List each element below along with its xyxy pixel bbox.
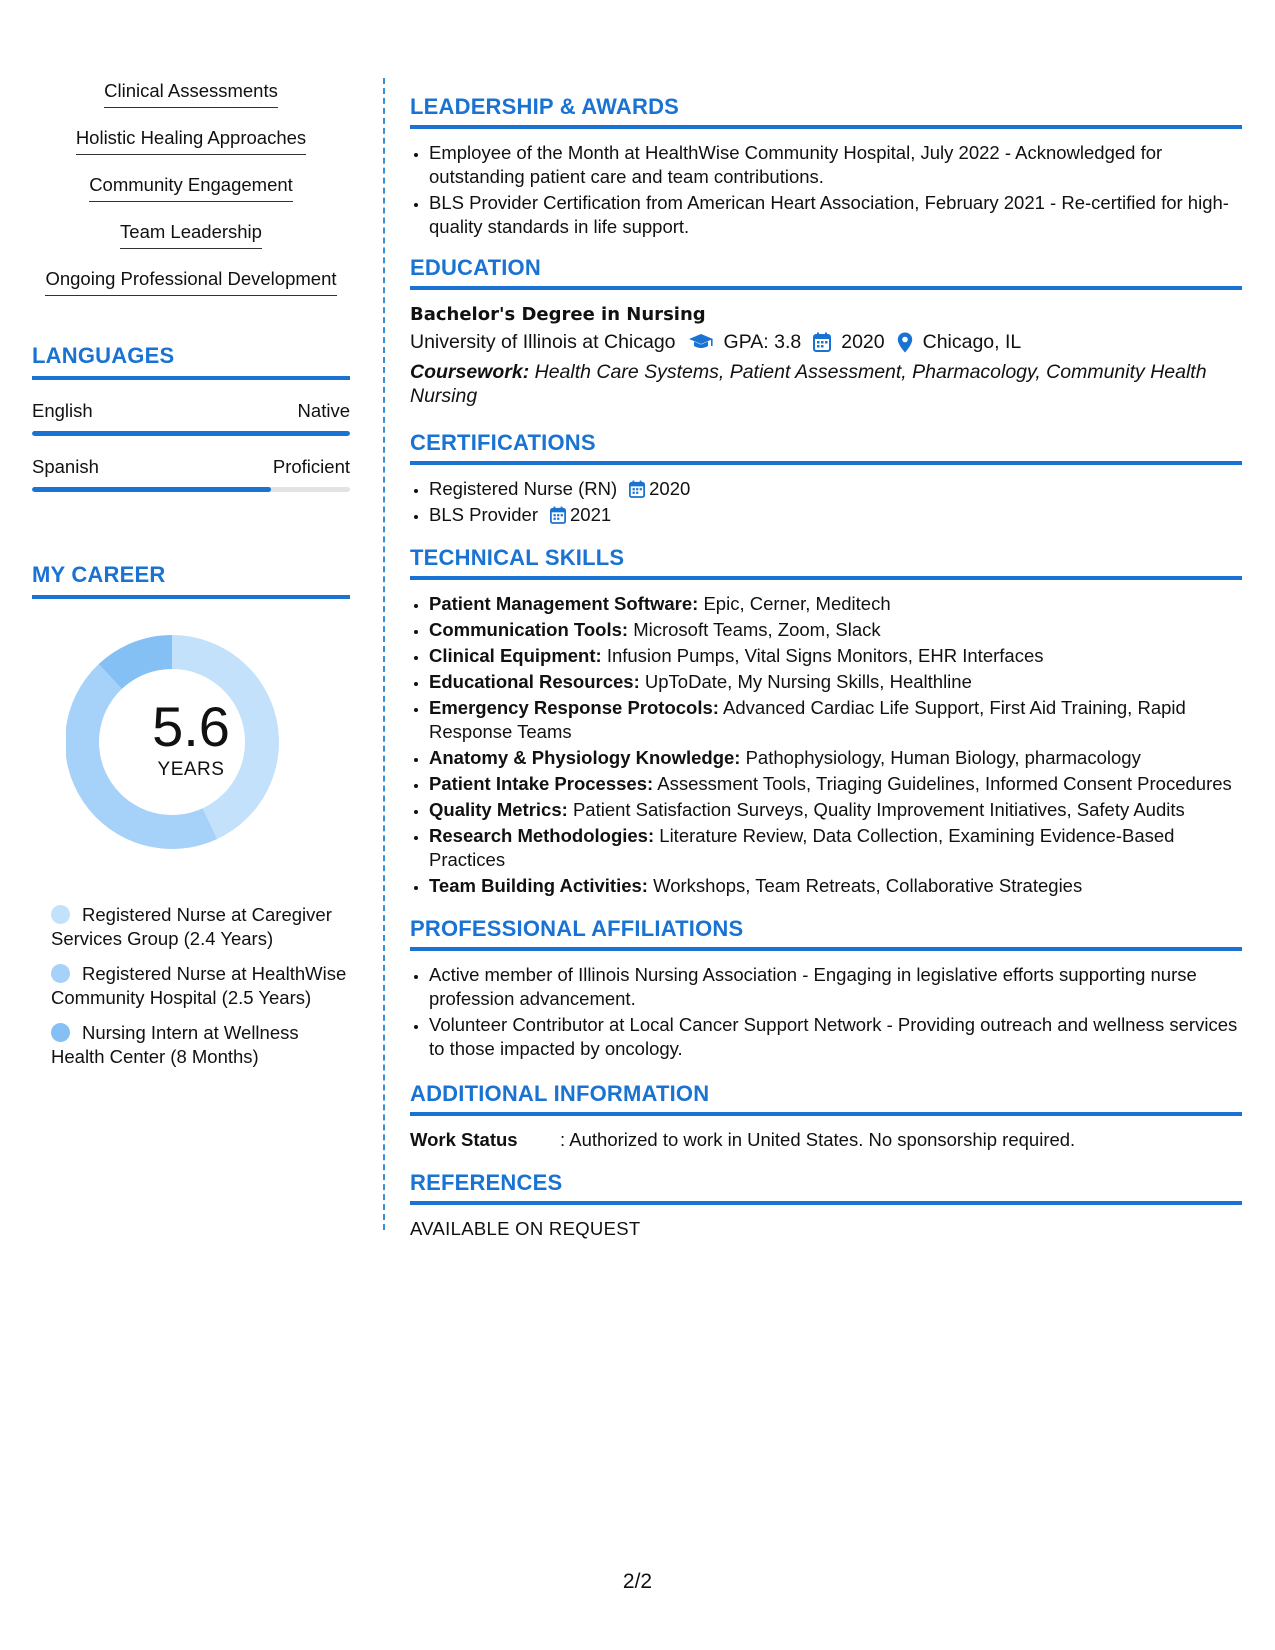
language-item (32, 400, 350, 436)
skill-tag: Clinical Assessments (104, 80, 278, 108)
language-proficiency-fill (32, 431, 350, 436)
language-name: English (32, 400, 93, 421)
language-proficiency-bar (32, 431, 350, 436)
list-item: • Volunteer Contributor at Local Cancer Support Network - Providing outreach and wellness services to those impacted by oncology. (429, 1013, 1242, 1061)
skill-item (429, 696, 1242, 744)
references-text: AVAILABLE ON REQUEST (410, 1218, 641, 1239)
skill-label: Clinical Equipment: (429, 645, 602, 666)
section-heading: PROFESSIONAL AFFILIATIONS (410, 916, 1242, 951)
skill-label: Team Building Activities: (429, 875, 648, 896)
skill-label: Educational Resources: (429, 671, 640, 692)
certification-item (429, 503, 1242, 527)
career-heading: MY CAREER (32, 562, 350, 599)
skill-value: Literature Review, Data Collection, Examining Evidence-Based Practices (429, 825, 1175, 870)
career-legend (32, 903, 350, 1068)
career-legend-item (51, 903, 350, 950)
section-heading: ADDITIONAL INFORMATION (410, 1081, 1242, 1116)
section-heading: LEADERSHIP & AWARDS (410, 94, 1242, 129)
certification-year: 2021 (570, 504, 612, 525)
education-details (410, 328, 1242, 356)
skill-value: Microsoft Teams, Zoom, Slack (633, 619, 881, 640)
language-proficiency-bar (32, 487, 350, 492)
skill-label: Anatomy & Physiology Knowledge: (429, 747, 741, 768)
certification-item (429, 477, 1242, 501)
certification-name: • BLS Provider (429, 504, 538, 525)
skill-label: Quality Metrics: (429, 799, 568, 820)
page-number-text: 2/2 (622, 1570, 653, 1593)
skill-item (429, 772, 1242, 796)
career-donut-chart (32, 635, 350, 875)
school-location: Chicago, IL (922, 331, 1022, 353)
certification-name: • Registered Nurse (RN) (429, 478, 618, 499)
skill-value: Advanced Cardiac Life Support, First Aid Training, Rapid Response Teams (429, 697, 1186, 742)
leadership-section (410, 94, 1242, 239)
skill-item (429, 644, 1242, 668)
work-status-value: : Authorized to work in United States. No sponsorship required. (560, 1129, 1076, 1150)
skill-value: Assessment Tools, Triaging Guidelines, Informed Consent Procedures (657, 773, 1232, 794)
career-total-years: 5.6 (152, 695, 230, 758)
career-total-unit: YEARS (157, 759, 225, 780)
languages-heading: LANGUAGES (32, 343, 350, 380)
map-pin-icon (897, 332, 913, 353)
affiliations-section (410, 916, 1242, 1061)
career-legend-text: Nursing Intern at Wellness Health Center (8 Months) (51, 1022, 299, 1067)
skill-value: Patient Satisfaction Surveys, Quality Improvement Initiatives, Safety Audits (572, 799, 1185, 820)
technical-skills-section (410, 545, 1242, 898)
skill-item (429, 874, 1242, 898)
section-heading: TECHNICAL SKILLS (410, 545, 1242, 580)
column-divider (383, 78, 385, 1230)
skill-value: UpToDate, My Nursing Skills, Healthline (644, 671, 972, 692)
skill-value: Workshops, Team Retreats, Collaborative Strategies (653, 875, 1083, 896)
certifications-section (410, 430, 1242, 527)
page-number (0, 1570, 1275, 1594)
skill-label: Patient Management Software: (429, 593, 699, 614)
list-item: • BLS Provider Certification from American Heart Association, February 2021 - Re-certified for high-quality standards in life support. (429, 191, 1242, 239)
coursework-label: Coursework: (410, 361, 530, 383)
language-proficiency-fill (32, 487, 271, 492)
career-legend-item (51, 1021, 350, 1068)
skill-value: Infusion Pumps, Vital Signs Monitors, EHR Interfaces (606, 645, 1044, 666)
calendar-icon (550, 506, 566, 524)
skill-item (429, 618, 1242, 642)
graduation-year: 2020 (841, 331, 885, 353)
graduation-cap-icon (688, 333, 714, 351)
skill-item (429, 824, 1242, 872)
skill-label: Emergency Response Protocols: (429, 697, 719, 718)
gpa: GPA: 3.8 (723, 331, 802, 353)
skill-item (429, 746, 1242, 770)
language-name: Spanish (32, 456, 99, 477)
list-item: • Active member of Illinois Nursing Association - Engaging in legislative efforts supporting nurse profession advancement. (429, 963, 1242, 1011)
additional-info-section (410, 1081, 1242, 1152)
sidebar (32, 80, 350, 1080)
skill-tag: Community Engagement (89, 174, 293, 202)
skill-value: Epic, Cerner, Meditech (703, 593, 891, 614)
skill-label: Research Methodologies: (429, 825, 655, 846)
section-heading: CERTIFICATIONS (410, 430, 1242, 465)
career-legend-item (51, 962, 350, 1009)
skill-tag: Holistic Healing Approaches (76, 127, 306, 155)
legend-dot (51, 964, 70, 983)
skill-label: Communication Tools: (429, 619, 629, 640)
coursework-list: Health Care Systems, Patient Assessment, Pharmacology, Community Health Nursing (410, 361, 1207, 407)
references-section (410, 1170, 1242, 1241)
skill-value: Pathophysiology, Human Biology, pharmacology (745, 747, 1141, 768)
skill-item (429, 592, 1242, 616)
calendar-icon (629, 480, 645, 498)
list-item: • Employee of the Month at HealthWise Community Hospital, July 2022 - Acknowledged for outstanding patient care and team contributions. (429, 141, 1242, 189)
work-status-label: Work Status (410, 1129, 518, 1150)
main-content (410, 94, 1242, 1257)
languages-section (32, 343, 350, 492)
section-heading: REFERENCES (410, 1170, 1242, 1205)
education-section (410, 255, 1242, 408)
skill-tag: Team Leadership (120, 221, 262, 249)
calendar-icon (813, 332, 831, 352)
skill-item (429, 798, 1242, 822)
coursework (410, 360, 1242, 408)
skill-item (429, 670, 1242, 694)
skill-tag: Ongoing Professional Development (45, 268, 336, 296)
certification-year: 2020 (649, 478, 691, 499)
skill-tags (32, 80, 350, 315)
school-name: University of Illinois at Chicago (410, 331, 676, 353)
career-legend-text: Registered Nurse at HealthWise Community Hospital (2.5 Years) (51, 963, 347, 1008)
career-section (32, 562, 350, 1068)
skill-label: Patient Intake Processes: (429, 773, 654, 794)
legend-dot (51, 905, 70, 924)
language-level: Native (297, 400, 350, 421)
language-item (32, 456, 350, 492)
degree-title: Bachelor's Degree in Nursing (410, 304, 706, 325)
section-heading: EDUCATION (410, 255, 1242, 290)
legend-dot (51, 1023, 70, 1042)
career-legend-text: Registered Nurse at Caregiver Services Group (2.4 Years) (51, 904, 332, 949)
language-level: Proficient (272, 456, 350, 477)
